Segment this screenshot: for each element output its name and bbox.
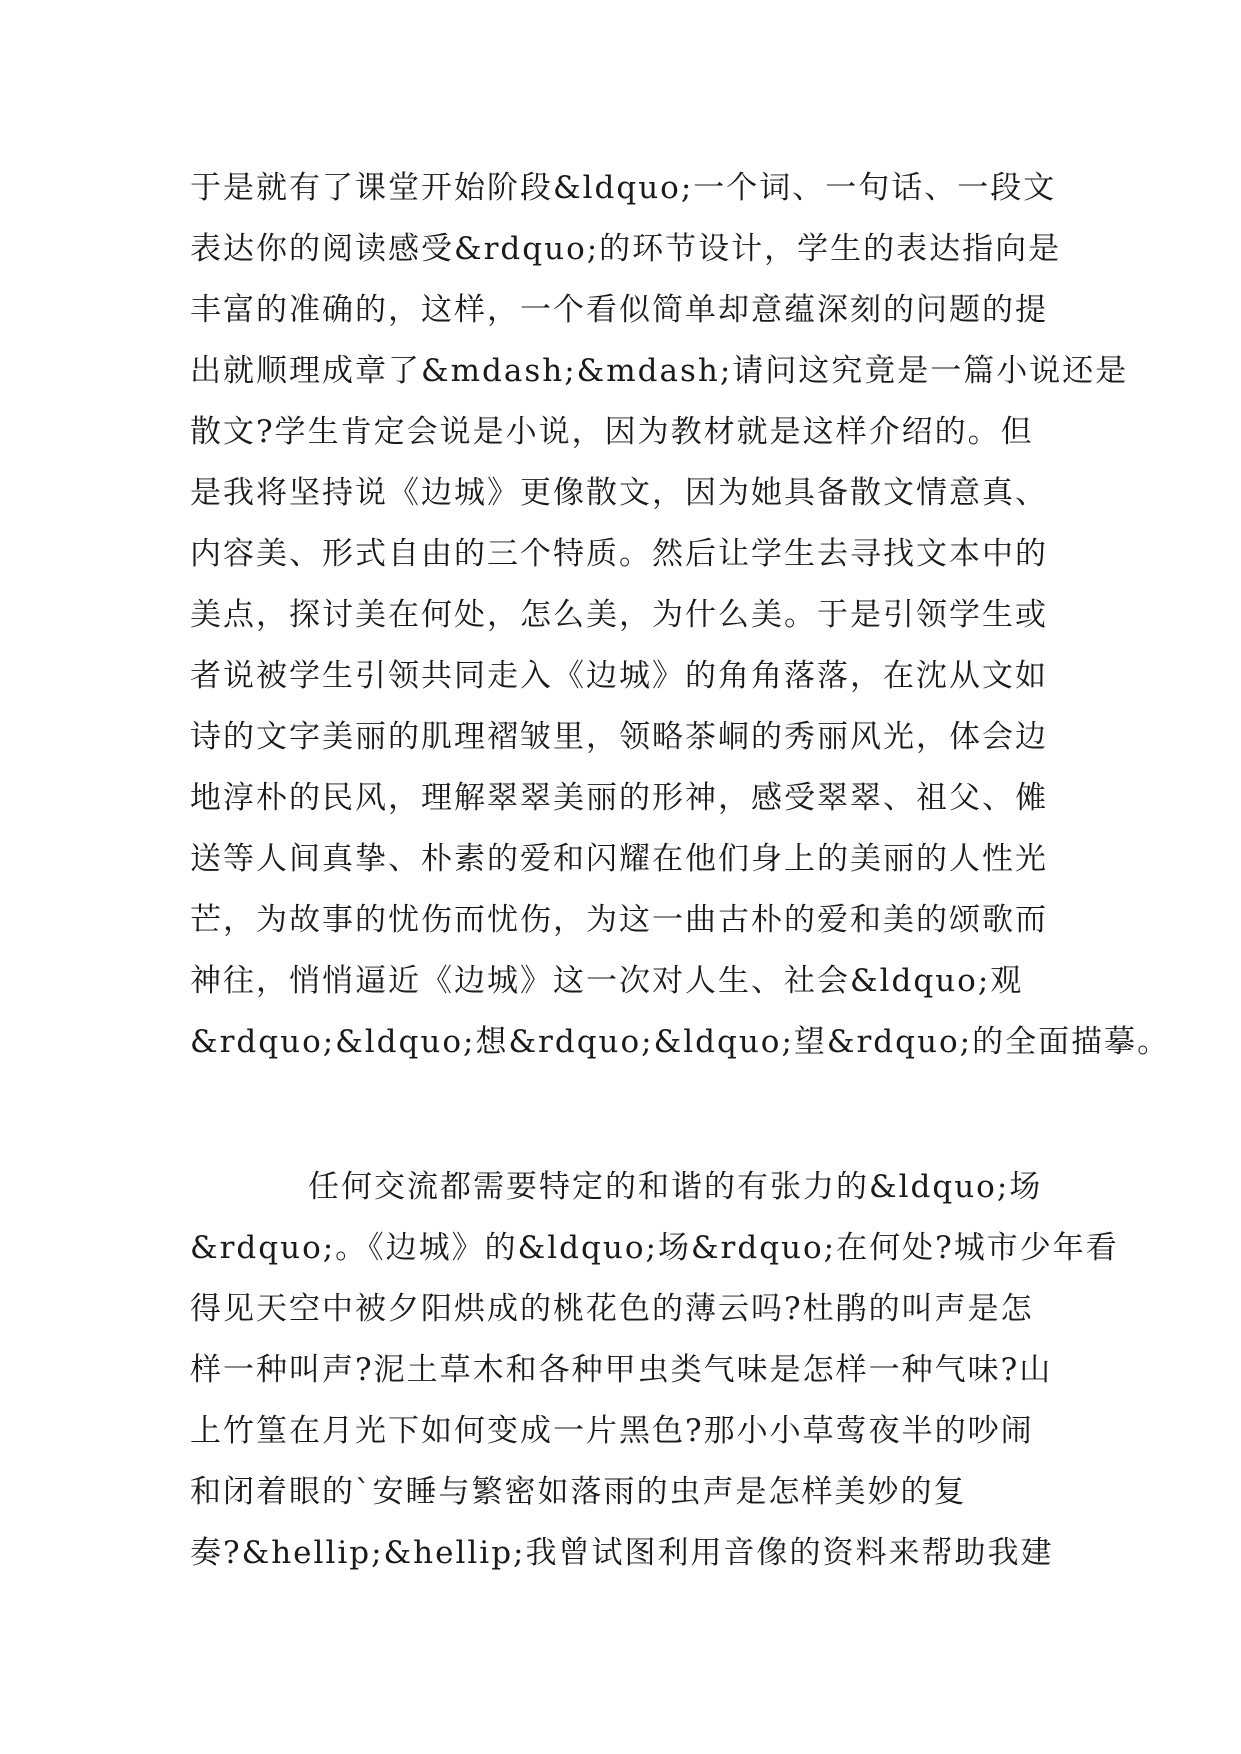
text-line: 得见天空中被夕阳烘成的桃花色的薄云吗?杜鹃的叫声是怎: [190, 1291, 1034, 1327]
text-line: 上竹篁在月光下如何变成一片黑色?那小小草莺夜半的吵闹: [190, 1413, 1034, 1449]
text-line: 地淳朴的民风，理解翠翠美丽的形神，感受翠翠、祖父、傩: [190, 780, 1048, 816]
text-line: 内容美、形式自由的三个特质。然后让学生去寻找文本中的: [190, 536, 1048, 572]
text-line: 芒，为故事的忧伤而忧伤，为这一曲古朴的爱和美的颂歌而: [190, 902, 1048, 938]
text-line: 奏?&hellip;&hellip;我曾试图利用音像的资料来帮助我建: [190, 1535, 1054, 1571]
text-line: 丰富的准确的，这样，一个看似简单却意蕴深刻的问题的提: [190, 292, 1048, 328]
text-line-indented: 任何交流都需要特定的和谐的有张力的&ldquo;场: [308, 1169, 1043, 1205]
text-line: &rdquo;。《边城》的&ldquo;场&rdquo;在何处?城市少年看: [190, 1230, 1119, 1266]
text-line: 出就顺理成章了&mdash;&mdash;请问这究竟是一篇小说还是: [190, 353, 1129, 389]
text-line: &rdquo;&ldquo;想&rdquo;&ldquo;望&rdquo;的全面描摹。: [190, 1024, 1171, 1060]
text-line: 是我将坚持说《边城》更像散文，因为她具备散文情意真、: [190, 475, 1048, 511]
paragraph-2: [190, 1157, 1119, 1584]
text-line: 样一种叫声?泥土草木和各种甲虫类气味是怎样一种气味?山: [190, 1352, 1053, 1388]
text-line: 和闭着眼的`安睡与繁密如落雨的虫声是怎样美妙的复: [190, 1474, 967, 1510]
text-line: 表达你的阅读感受&rdquo;的环节设计，学生的表达指向是: [190, 231, 1062, 267]
text-line: 散文?学生肯定会说是小说，因为教材就是这样介绍的。但: [190, 414, 1034, 450]
text-line: 美点，探讨美在何处，怎么美，为什么美。于是引领学生或: [190, 597, 1048, 633]
text-line: 于是就有了课堂开始阶段&ldquo;一个词、一句话、一段文: [190, 170, 1057, 206]
paragraph-1: [190, 158, 1171, 1073]
text-line: 送等人间真挚、朴素的爱和闪耀在他们身上的美丽的人性光: [190, 841, 1048, 877]
text-line: 诗的文字美丽的肌理褶皱里，领略茶峒的秀丽风光，体会边: [190, 719, 1048, 755]
text-line: 神往，悄悄逼近《边城》这一次对人生、社会&ldquo;观: [190, 963, 1024, 999]
text-line: 者说被学生引领共同走入《边城》的角角落落，在沈从文如: [190, 658, 1048, 694]
